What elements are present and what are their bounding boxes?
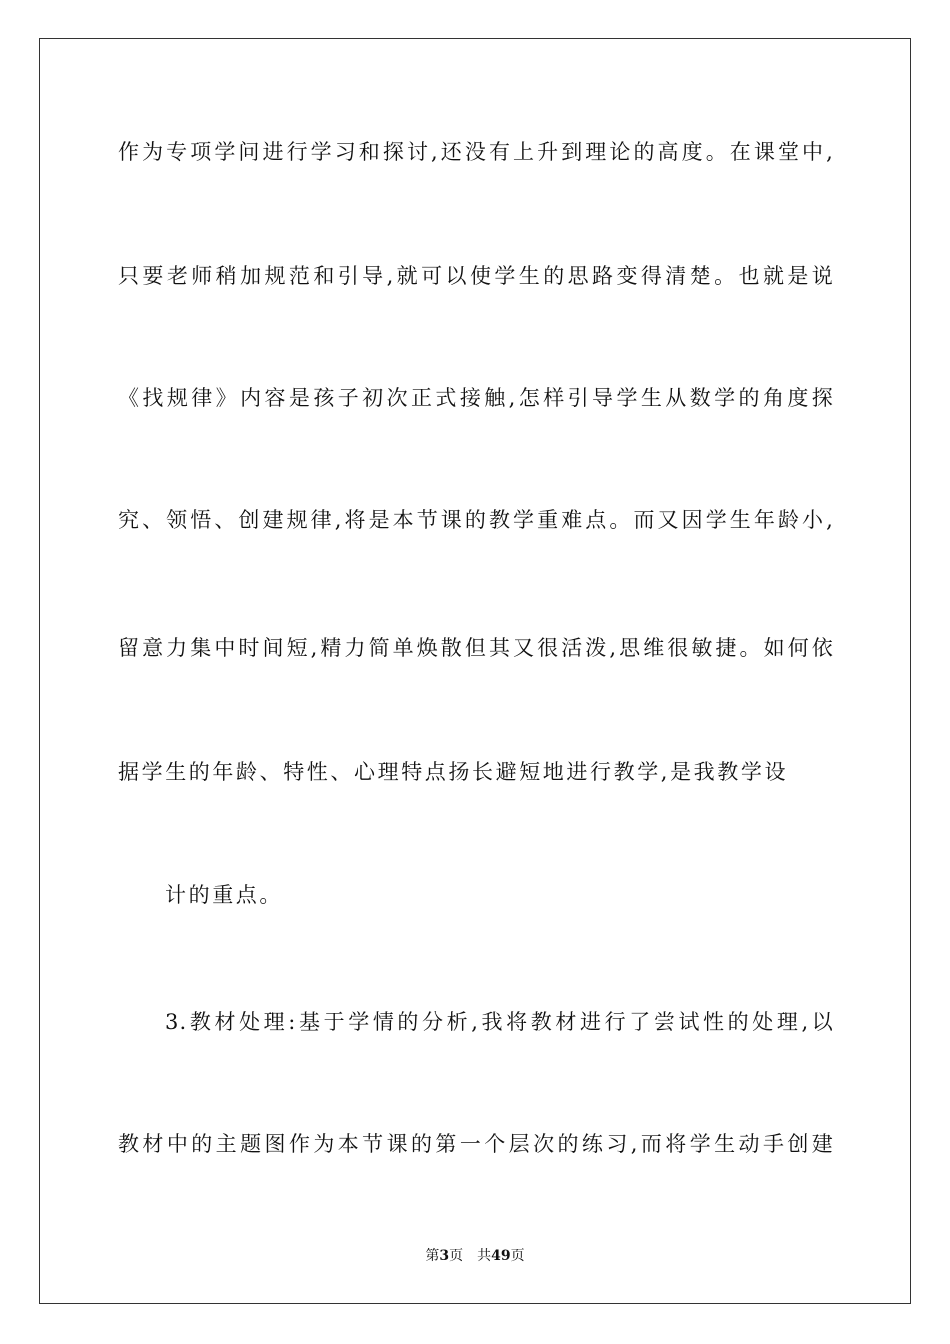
text-line-3: 《找规律》内容是孩子初次正式接触,怎样引导学生从数学的角度探 [118,386,834,410]
footer-page-number: 3 [439,1248,450,1264]
text-line-1: 作为专项学问进行学习和探讨,还没有上升到理论的高度。在课堂中, [118,140,834,164]
page-border [39,38,911,1304]
footer-page-suffix: 页 [449,1248,464,1264]
text-line-4: 究、领悟、创建规律,将是本节课的教学重难点。而又因学生年龄小, [118,508,834,532]
footer-page-prefix: 第 [425,1248,440,1264]
text-line-9: 教材中的主题图作为本节课的第一个层次的练习,而将学生动手创建 [118,1132,834,1156]
page-footer [0,1246,950,1266]
footer-total-pages: 49 [491,1248,511,1264]
footer-total-suffix: 页 [510,1248,525,1264]
text-line-5: 留意力集中时间短,精力简单焕散但其又很活泼,思维很敏捷。如何依 [118,636,834,660]
text-line-8: 3.教材处理:基于学情的分析,我将教材进行了尝试性的处理,以 [165,1010,834,1034]
footer-total-prefix: 共 [477,1248,492,1264]
text-line-2: 只要老师稍加规范和引导,就可以使学生的思路变得清楚。也就是说 [118,264,834,288]
text-line-7: 计的重点。 [165,883,283,907]
text-line-6: 据学生的年龄、特性、心理特点扬长避短地进行教学,是我教学设 [118,760,789,784]
